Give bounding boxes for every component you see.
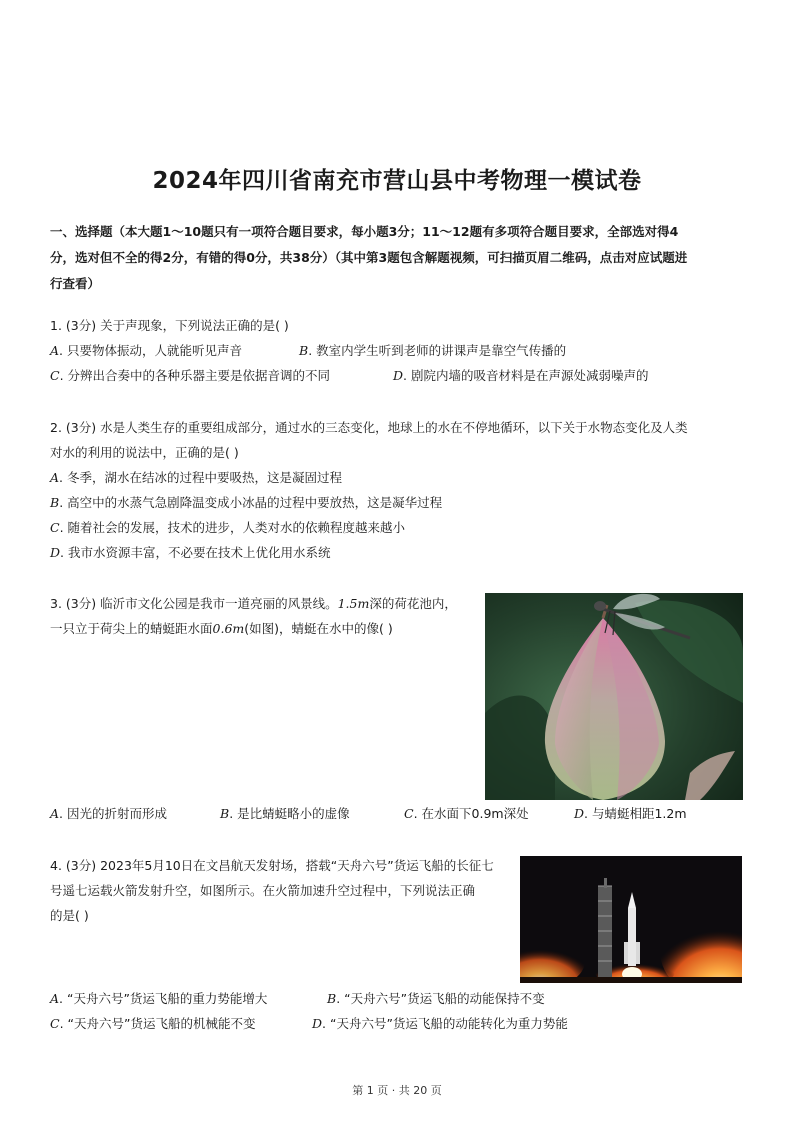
question-4-options [50,986,744,1036]
question-3-options [50,801,744,826]
question-stem: 对水的利用的说法中，正确的是( ) [50,445,239,460]
option-a: A. 冬季，湖水在结冰的过程中要吸热，这是凝固过程 [50,470,342,485]
option-a: A. “天舟六号”货运飞船的重力势能增大 [50,991,268,1006]
option-b: B. “天舟六号”货运飞船的动能保持不变 [327,991,545,1006]
option-row [50,1011,744,1036]
rocket-launch-illustration [520,856,742,983]
question-stem: 一只立于荷尖上的蜻蜓距水面0.6m(如图)，蜻蜓在水中的像( ) [50,621,393,636]
option-b: B. 是比蜻蜓略小的虚像 [220,806,350,821]
question-stem: 2. (3分) 水是人类生存的重要组成部分，通过水的三态变化，地球上的水在不停地循环，以下关于水物态变化及人类 [50,420,688,435]
option-c: C. “天舟六号”货运飞船的机械能不变 [50,1016,256,1031]
option-row [50,986,744,1011]
option-b: B. 教室内学生听到老师的讲课声是靠空气传播的 [299,343,567,358]
page-title: 2024年四川省南充市营山县中考物理一模试卷 [152,168,642,194]
question-stem: 3. (3分) 临沂市文化公园是我市一道亮丽的风景线。1.5m深的荷花池内， [50,596,457,611]
option-row [50,801,744,826]
option-row [50,338,744,363]
option-b: B. 高空中的水蒸气急剧降温变成小冰晶的过程中要放热，这是凝华过程 [50,495,443,510]
section-line: 分，选对但不全的得2分，有错的得0分，共38分）（其中第3题包含解题视频，可扫描页眉二维码，点击对应试题进 [50,250,688,265]
lotus-dragonfly-image [485,593,743,800]
question-3 [50,591,480,641]
question-stem: 1. (3分) 关于声现象，下列说法正确的是( ) [50,318,289,333]
question-2 [50,415,744,565]
option-d: D. 我市水资源丰富，不必要在技术上优化用水系统 [50,545,331,560]
option-d: D. “天舟六号”货运飞船的动能转化为重力势能 [312,1016,568,1031]
option-a: A. 因光的折射而形成 [50,806,167,821]
option-c: C. 分辨出合奏中的各种乐器主要是依据音调的不同 [50,368,331,383]
option-d: D. 与蜻蜓相距1.2m [574,806,687,821]
option-a: A. 只要物体振动，人就能听见声音 [50,343,242,358]
lotus-dragonfly-illustration [485,593,743,800]
option-c: C. 随着社会的发展，技术的进步，人类对水的依赖程度越来越小 [50,520,406,535]
launch-tower-icon [598,878,612,978]
question-stem: 号遥七运载火箭发射升空，如图所示。在火箭加速升空过程中，下列说法正确 [50,883,476,898]
question-4 [50,853,520,928]
section-line: 行查看） [50,276,101,291]
question-stem: 的是( ) [50,908,89,923]
question-stem: 4. (3分) 2023年5月10日在文昌航天发射场，搭载“天舟六号”货运飞船的长征七 [50,858,494,873]
section-heading [50,219,744,297]
section-line: 一、选择题（本大题1～10题只有一项符合题目要求，每小题3分；11～12题有多项符合题目要求，全部选对得4 [50,224,679,239]
option-row [50,363,744,388]
question-1 [50,313,744,388]
option-c: C. 在水面下0.9m深处 [404,806,529,821]
rocket-launch-image [520,856,742,983]
option-d: D. 剧院内墙的吸音材料是在声源处减弱噪声的 [393,368,649,383]
page-footer: 第 1 页 · 共 20 页 [352,1084,442,1097]
